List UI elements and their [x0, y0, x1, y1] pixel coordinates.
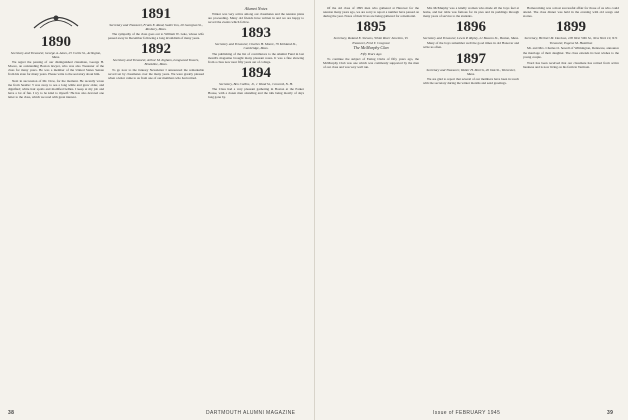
class-note-paragraph: To go now to the January Newsletter I announced the remarkable record set by classmates over the many years. We were greatly pleased when a letter came to us from one of our members who had retired.	[108, 67, 204, 80]
class-secretary-line: Secretary and Treasurer, Charles H. Moore, 79 Kirkland St., Cambridge, Mass.	[215, 42, 297, 51]
right-page-number: 39	[607, 410, 614, 416]
class-year-heading: 1892	[141, 41, 171, 58]
right-column-2	[423, 6, 519, 398]
class-secretary-line: Secretary, Herbert M. Davison, 100 West 59th St., New York 19, N.Y.	[524, 36, 618, 41]
article-subtitle: Fifty Years Ago	[360, 51, 382, 56]
class-secretary-line: Secretary, Ben Collins, Jr., 1 Wood St., Concord, N. H.	[219, 81, 293, 86]
class-secretary-line: Secretary and Treasurer, George A. Ames, 25 Curtis St., Arlington, Mass.	[10, 51, 102, 60]
class-note-paragraph: Of the old class of 1895 men who gathered at Hanover for the reunion many years ago, we are sorry to report a number have passed on during the year. Notes of their lives are being gathered for a memorial.	[323, 6, 419, 19]
class-secretary-line: Secretary, Roland E. Stevens, White River Junction, Vt.	[333, 36, 409, 41]
class-note-paragraph: We regret the passing of our distinguished classmate, George H. Moore, an outstanding Boston lawyer, who was also Treasurer of the class for many years. He was a member of the United States Senate from his state for many years. Please write to the secretary about him.	[8, 60, 104, 77]
issue-date: Issue of FEBRUARY 1945	[433, 410, 501, 416]
right-running-head	[433, 410, 500, 416]
pen-nib-ornament-icon	[26, 6, 86, 34]
class-secretary-line: Secretary and Treasurer, Arthur M. Ingham, Longwood Towers, Brookline, Mass.	[112, 58, 200, 67]
right-page	[314, 0, 628, 420]
class-year-heading: 1896	[456, 19, 486, 36]
left-footer	[8, 410, 14, 416]
class-treasurer-line: Treasurer, Fred T. Cosgrave	[351, 41, 391, 46]
class-treasurer-line: Treasurer, Eugene M. Hamilton	[549, 41, 593, 46]
class-note-paragraph: The Class had a very pleasant gathering in Boston at the Parker House, with a dozen men attending and the talk being mostly of days long gone by.	[208, 86, 304, 100]
class-note-paragraph: Mrs McMurphy was a kindly woman who made all the boys feel at home, and her table was famous for its pies and its puddings through many years of service to the students.	[423, 6, 519, 19]
class-year-heading: 1897	[456, 50, 486, 67]
class-year-heading: 1899	[556, 19, 586, 36]
class-note-paragraph: The publishing of the list of contributors to the Alumni Fund in last month's magazine brought many pleasant notes. It was a fine showing from a class now near fifty years out of college.	[208, 51, 304, 64]
class-year-heading: 1890	[41, 34, 71, 50]
class-note-paragraph: We are glad to report that several of our members have been in touch with the secretary during the winter months and send greetings.	[423, 76, 519, 85]
class-note-paragraph: Many of the boys remember well the good times in old Hanover and write us often.	[423, 41, 519, 50]
left-column-2	[108, 6, 204, 398]
class-secretary-line: Secretary and Treasurer, Walter H. Morris, 26 Oak St., Worcester, Mass.	[426, 67, 516, 76]
class-year-heading: 1891	[141, 6, 171, 22]
class-year-heading: 1894	[241, 64, 271, 81]
class-secretary-line: Secretary and Treasurer, Frank E. Rand, Sailer Inn, 20 Georgian St., Roxbury, Mass.	[109, 23, 203, 32]
right-footer	[607, 410, 613, 416]
left-column-1	[8, 6, 104, 398]
right-column-3	[523, 6, 619, 398]
right-column-1	[323, 6, 419, 398]
class-secretary-line: Secretary and Treasurer, Lewis P. Ripley, 21 Beacon St., Boston, Mass.	[423, 36, 519, 41]
magazine-title: DARTMOUTH ALUMNI MAGAZINE	[206, 410, 296, 416]
class-note-paragraph: Homecoming was a most successful affair for those of us who could attend. The class dinner was held in the evening with old songs and stories.	[523, 6, 619, 19]
class-note-paragraph: To continue the subject of Eating Clubs of fifty years ago, the McMurphy Club was one which was commonly supported by the men of our class and was very well run.	[323, 56, 419, 69]
section-title: Alumni Notes	[244, 6, 268, 11]
class-note-paragraph: Mr. and Mrs. Charles O. Sewell of Wilmington, Delaware, announce the marriage of their daughter. The class extends its best wishes to the young couple.	[523, 46, 619, 59]
article-title: The McMurphy Clan	[353, 45, 389, 51]
left-running-head	[206, 410, 295, 416]
class-note-paragraph: Winter was very active among our classmates and the reunion plans are proceeding. Many old friends have written in and we are happy to record the events which follow.	[208, 12, 304, 25]
class-year-heading: 1893	[241, 25, 271, 42]
class-note-paragraph: The sympathy of the class goes out to William W. Gale, whose wife passed away in December following a long invalidism of many years.	[108, 32, 204, 41]
left-page-number: 38	[8, 410, 15, 416]
left-column-3	[208, 6, 304, 398]
class-note-paragraph: Word has been received that our classmate has retired from active business and is now living on his farm in Vermont.	[523, 60, 619, 69]
class-year-heading: 1895	[356, 19, 386, 36]
class-note-paragraph: Next in succession of Mr. Dow, for the moment. He recently wrote me from Seattle: 'I was away to sea a long while and grew older, and dignified; white hair spoils and modified bellies. I keep at my job and have a lot of fun. I try to be kind to myself.' He has also devoted one letter to the class, which we read with great interest.	[8, 78, 104, 99]
